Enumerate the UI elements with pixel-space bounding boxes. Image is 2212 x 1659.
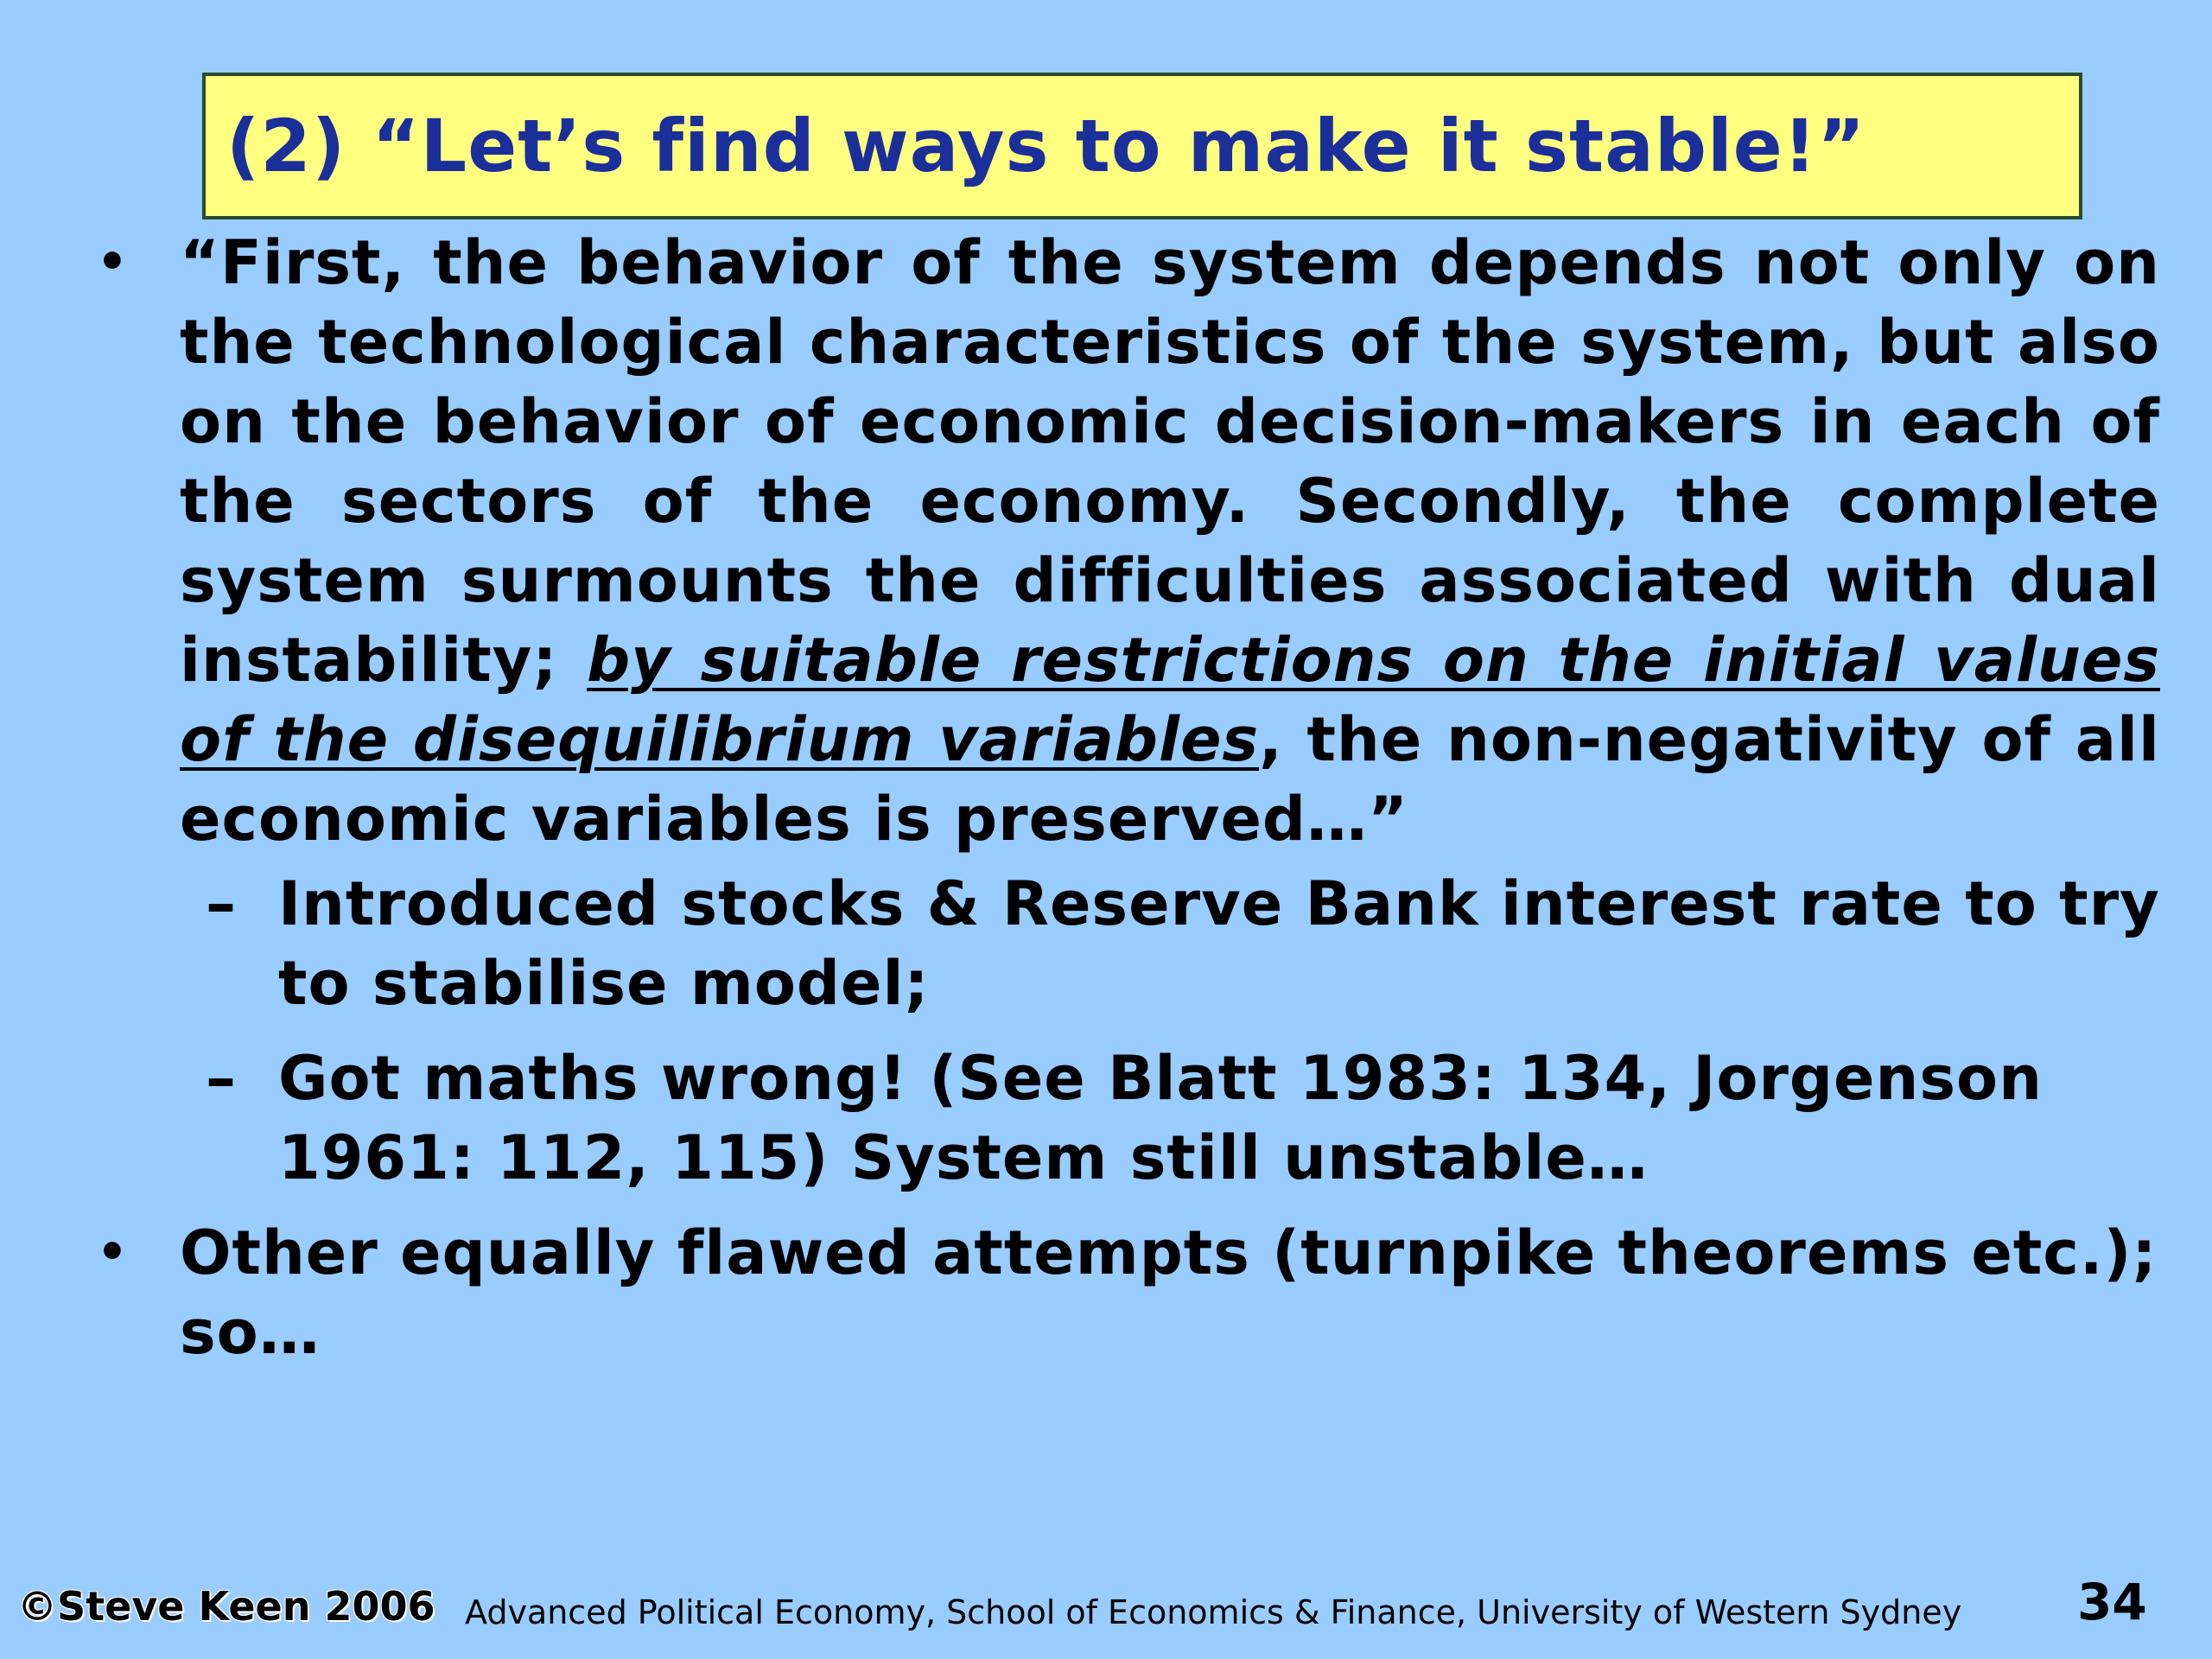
sub-item: [206, 864, 2160, 1023]
quote-part-2: , the non-negativity of all economic variables is preserved…”: [180, 704, 2160, 855]
sub-item: [206, 1039, 2160, 1198]
bullet-icon: •: [97, 1224, 129, 1281]
sub-item-text: Introduced stocks & Reserve Bank interest rate to try to stabilise model;: [278, 868, 2160, 1019]
quote-text: [180, 223, 2160, 859]
title-box: [202, 73, 2082, 219]
sub-item-text: Got maths wrong! (See Blatt 1983: 134, Jorgenson 1961: 112, 115) System still unstable…: [278, 1043, 2043, 1193]
dash-icon: –: [206, 868, 237, 939]
quote-part-1: “First, the behavior of the system depends not only on the technological characteristics of the system, but also on the behavior of economic decision-makers in each of the sectors of the economy. Secondly, the complete system surmounts the difficulties associated with dual instability;: [180, 227, 2160, 696]
slide-title: (2) “Let’s find ways to make it stable!”: [226, 104, 1866, 188]
quote-emphasis: by suitable restrictions on the initial values of the disequilibrium variables: [180, 625, 2160, 775]
footer-course: Advanced Political Economy, School of Economics & Finance, University of Western Sydney: [465, 1593, 1962, 1631]
page-number: 34: [2077, 1573, 2147, 1631]
bullet-item: [86, 223, 2160, 859]
footer-copyright: ©Steve Keen 2006: [17, 1583, 435, 1630]
dash-icon: –: [206, 1043, 237, 1114]
bullet-icon: •: [97, 234, 129, 290]
bullet-text: Other equally flawed attempts (turnpike theorems etc.); so…: [180, 1217, 2158, 1368]
slide-content: [86, 223, 2160, 1372]
sub-list: [86, 864, 2160, 1198]
bullet-item: [86, 1213, 2160, 1372]
